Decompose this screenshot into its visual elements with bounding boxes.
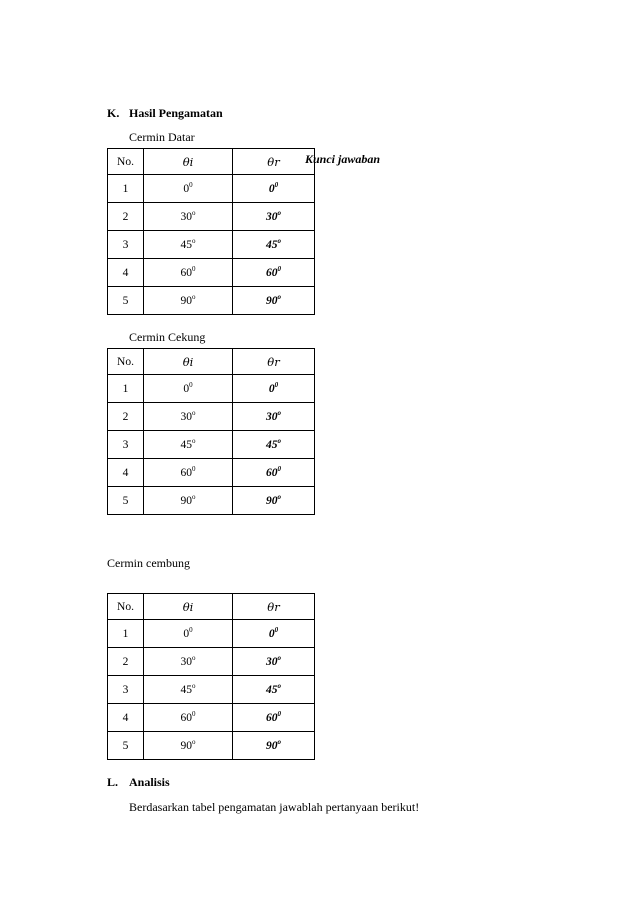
cell-theta-i: $0^0$ <box>144 175 233 203</box>
table-row <box>108 175 315 203</box>
table-row <box>108 648 315 676</box>
cell-theta-i: 45$^o$ <box>144 676 233 704</box>
section-l-letter: L. <box>107 775 119 789</box>
cell-theta-r: $0^0$ <box>233 620 315 648</box>
header-theta-i: θi <box>144 594 233 620</box>
cell-theta-r: 90$^o$ <box>233 287 315 315</box>
table-header-row <box>108 149 315 175</box>
section-l-text: Berdasarkan tabel pengamatan jawablah pertanyaan berikut! <box>129 800 420 814</box>
header-no: No. <box>108 594 144 620</box>
cell-theta-i: $60^0$ <box>144 459 233 487</box>
cell-theta-i: $60^0$ <box>144 704 233 732</box>
cell-no: 4 <box>108 459 144 487</box>
table-row <box>108 487 315 515</box>
table-row <box>108 620 315 648</box>
table-row <box>108 676 315 704</box>
cell-theta-r: $60^0$ <box>233 459 315 487</box>
cell-no: 3 <box>108 676 144 704</box>
header-theta-r: θr <box>233 149 315 175</box>
cell-theta-i: 90$^o$ <box>144 287 233 315</box>
table-row <box>108 459 315 487</box>
cell-theta-r: 45$^o$ <box>233 431 315 459</box>
section-k-letter: K. <box>107 106 120 120</box>
cell-theta-i: 45$^o$ <box>144 231 233 259</box>
cell-theta-r: 45$^o$ <box>233 676 315 704</box>
table-cekung <box>107 348 315 515</box>
header-theta-r: θr <box>233 594 315 620</box>
cell-theta-i: 90$^o$ <box>144 487 233 515</box>
cell-theta-i: 30$^o$ <box>144 203 233 231</box>
table-row <box>108 732 315 760</box>
header-theta-r: θr <box>233 349 315 375</box>
cell-no: 5 <box>108 732 144 760</box>
cell-theta-i: 45$^o$ <box>144 431 233 459</box>
table-row <box>108 203 315 231</box>
cell-no: 1 <box>108 375 144 403</box>
cell-theta-r: 90$^o$ <box>233 732 315 760</box>
table-caption-cekung: Cermin Cekung <box>129 330 206 344</box>
cell-theta-i: $0^0$ <box>144 620 233 648</box>
cell-no: 3 <box>108 431 144 459</box>
section-l-title: Analisis <box>129 775 170 789</box>
table-caption-datar: Cermin Datar <box>129 130 195 144</box>
cell-no: 5 <box>108 487 144 515</box>
cell-theta-i: 30$^o$ <box>144 403 233 431</box>
section-k-title: Hasil Pengamatan <box>129 106 223 120</box>
table-cembung <box>107 593 315 760</box>
table-header-row <box>108 594 315 620</box>
cell-theta-i: $0^0$ <box>144 375 233 403</box>
cell-theta-r: $0^0$ <box>233 375 315 403</box>
table-row <box>108 431 315 459</box>
cell-theta-r: $60^0$ <box>233 704 315 732</box>
cell-theta-r: 30$^o$ <box>233 203 315 231</box>
cell-theta-r: 90$^o$ <box>233 487 315 515</box>
table-header-row <box>108 349 315 375</box>
cell-no: 2 <box>108 648 144 676</box>
header-theta-i: θi <box>144 149 233 175</box>
cell-no: 2 <box>108 403 144 431</box>
table-row <box>108 231 315 259</box>
table-caption-cembung: Cermin cembung <box>107 556 190 570</box>
table-row <box>108 403 315 431</box>
cell-no: 4 <box>108 259 144 287</box>
table-row <box>108 704 315 732</box>
table-row <box>108 375 315 403</box>
cell-theta-r: $60^0$ <box>233 259 315 287</box>
cell-no: 4 <box>108 704 144 732</box>
header-theta-i: θi <box>144 349 233 375</box>
cell-theta-r: 30$^o$ <box>233 648 315 676</box>
table-row <box>108 259 315 287</box>
header-no: No. <box>108 349 144 375</box>
cell-theta-r: $0^0$ <box>233 175 315 203</box>
cell-no: 1 <box>108 175 144 203</box>
answer-key-label: Kunci jawaban <box>305 152 381 166</box>
header-no: No. <box>108 149 144 175</box>
cell-theta-i: 30$^o$ <box>144 648 233 676</box>
table-datar <box>107 148 315 315</box>
cell-no: 5 <box>108 287 144 315</box>
cell-theta-i: $60^0$ <box>144 259 233 287</box>
cell-no: 2 <box>108 203 144 231</box>
cell-theta-r: 45$^o$ <box>233 231 315 259</box>
cell-no: 3 <box>108 231 144 259</box>
cell-no: 1 <box>108 620 144 648</box>
cell-theta-i: 90$^o$ <box>144 732 233 760</box>
table-row <box>108 287 315 315</box>
cell-theta-r: 30$^o$ <box>233 403 315 431</box>
